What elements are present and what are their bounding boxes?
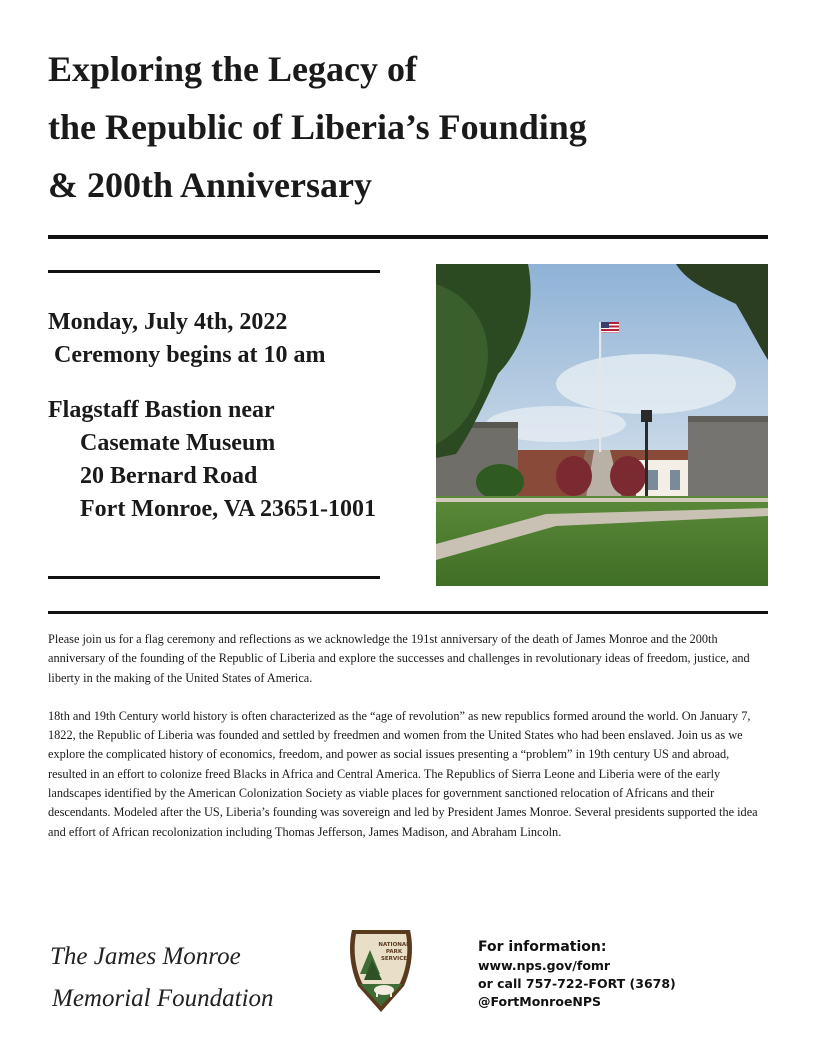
foundation-line-2: Memorial Foundation: [52, 985, 274, 1012]
logo-text-national: NATIONAL: [378, 942, 410, 948]
event-date: Monday, July 4th, 2022: [48, 309, 288, 335]
event-details: [48, 306, 428, 526]
event-time: Ceremony begins at 10 am: [54, 342, 326, 368]
event-location-street: 20 Bernard Road: [80, 463, 258, 489]
flagstaff-bastion-photo: [436, 264, 768, 586]
description-paragraph-1: Please join us for a flag ceremony and reflections as we acknowledge the 191st anniversary of the death of James Monroe and the 200th anniversary of the founding of the Republic of Liberia and explore the successes and challenges in revolutionary ideas of freedom, justice, and liberty in the making of the United States of America.: [48, 632, 750, 685]
flyer-title: [48, 40, 788, 214]
title-line-2: the Republic of Liberia’s Founding: [48, 107, 587, 147]
body-top-divider: [48, 611, 768, 614]
event-location-city: Fort Monroe, VA 23651-1001: [80, 496, 376, 522]
description: [48, 630, 770, 861]
event-bottom-divider: [48, 576, 380, 579]
event-location-name: Flagstaff Bastion near: [48, 397, 275, 423]
title-line-3: & 200th Anniversary: [48, 165, 372, 205]
info-heading: For information:: [478, 939, 607, 955]
info-website-link[interactable]: www.nps.gov/fomr: [478, 958, 611, 973]
national-park-service-arrowhead-icon: [346, 928, 416, 1014]
description-paragraph-2: 18th and 19th Century world history is often characterized as the “age of revolution” as new republics formed around the world. On January 7, 1822, the Republic of Liberia was founded and settled by freedmen and women from the United States who had been enslaved. Join us as we explore the complicated history of economics, freedom, and power as social issues presenting a “problem” in 19th century US and abroad, resulted in an effort to colonize freed Blacks in Africa and Central America. The Republics of Sierra Leone and Liberia were of the early landscapes identified by the American Colonization Society as viable places for government sanctioned relocation of Africans and their descendants. Modeled after the US, Liberia’s founding was sovereign and led by President James Monroe. Several presidents supported the idea and effort of African recolonization including Thomas Jefferson, James Madison, and Abraham Lincoln.: [48, 708, 758, 839]
top-divider: [48, 235, 768, 239]
logo-text-park: PARK: [385, 949, 403, 955]
foundation-signature: [50, 936, 330, 1020]
info-phone: or call 757-722-FORT (3678): [478, 976, 676, 991]
event-location-venue: Casemate Museum: [80, 430, 276, 456]
foundation-line-1: The James Monroe: [50, 943, 241, 970]
info-social-handle[interactable]: @FortMonroeNPS: [478, 994, 602, 1009]
logo-text-service: SERVICE: [380, 956, 408, 962]
title-line-1: Exploring the Legacy of: [48, 49, 417, 89]
contact-info: [478, 938, 778, 1011]
event-top-divider: [48, 270, 380, 273]
